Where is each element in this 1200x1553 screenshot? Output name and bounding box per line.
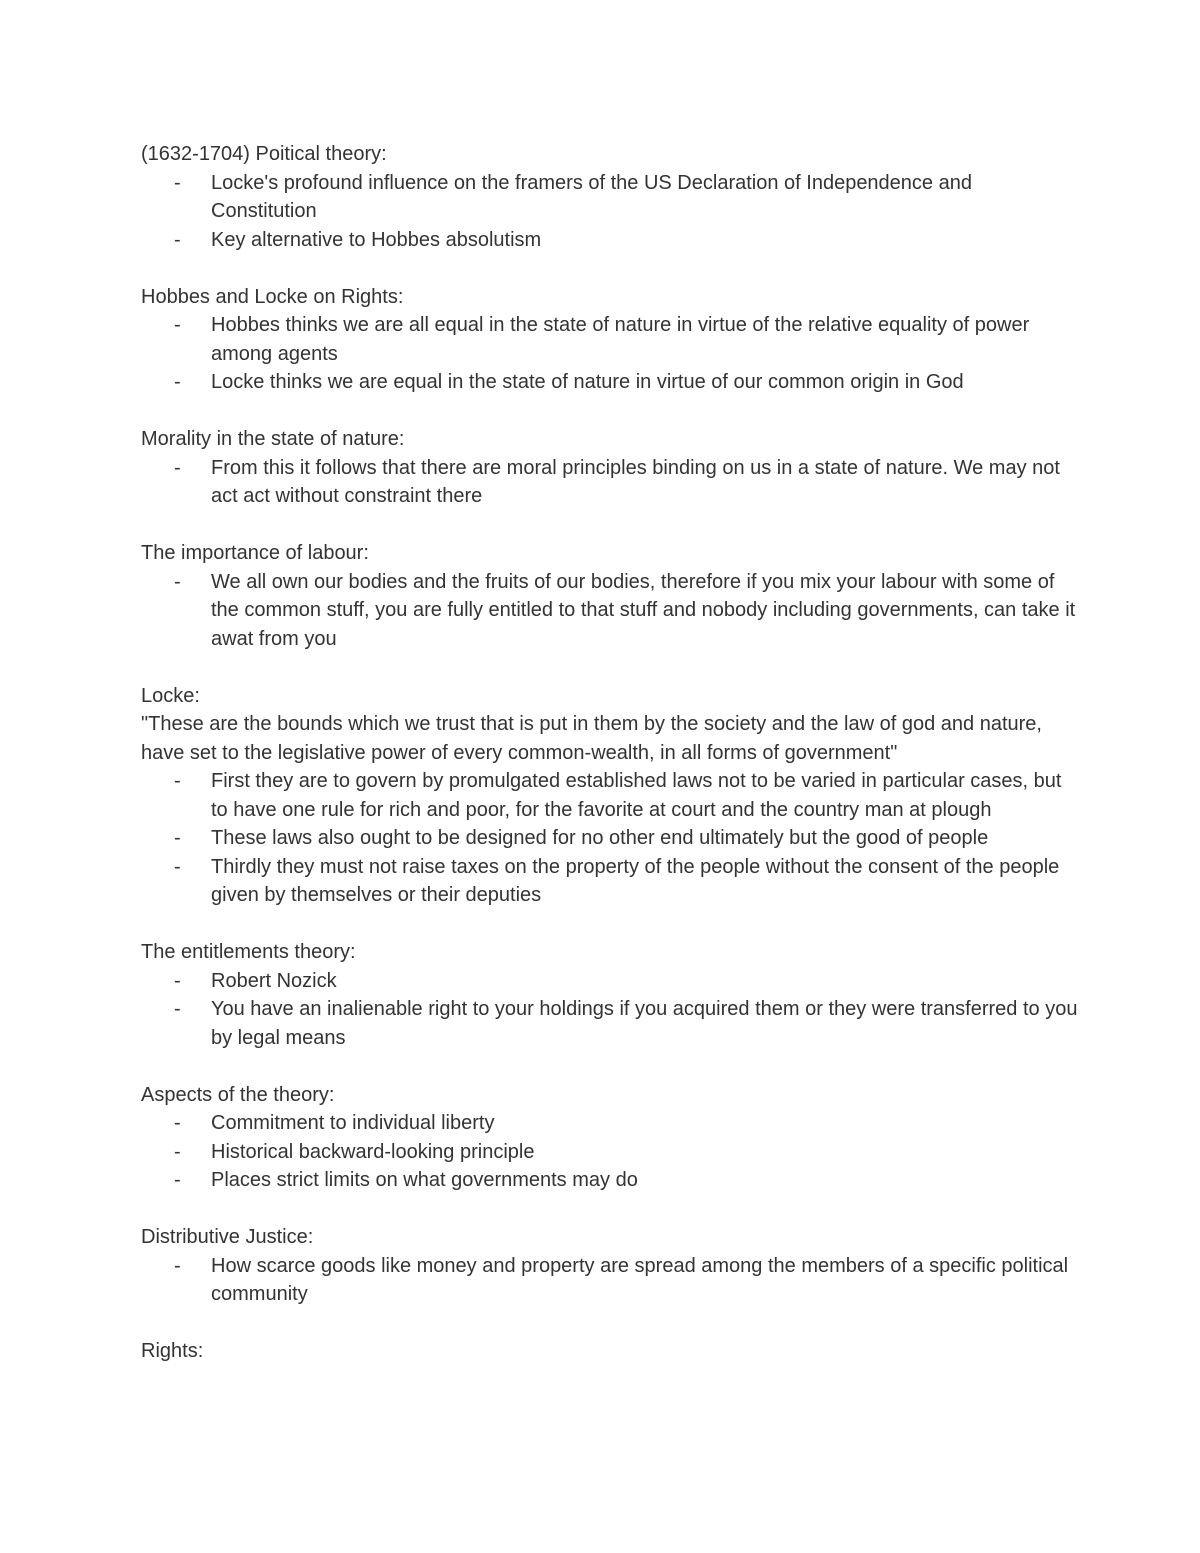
list-item-text: Key alternative to Hobbes absolutism bbox=[211, 228, 542, 251]
list-item bbox=[141, 568, 1081, 654]
section-aspects-of-theory bbox=[141, 1081, 1081, 1195]
list-item-text: We all own our bodies and the fruits of our bodies, therefore if you mix your labour with some of the common stuff, you are fully entitled to that stuff and nobody including governments, can take it awat from you bbox=[211, 570, 1076, 650]
section-entitlements-theory bbox=[141, 938, 1081, 1052]
list-item bbox=[141, 853, 1081, 910]
dash-bullet-icon: - bbox=[174, 371, 181, 393]
list-item-text: Historical backward-looking principle bbox=[211, 1140, 535, 1163]
dash-bullet-icon: - bbox=[174, 1140, 181, 1163]
list-item-text: Locke's profound influence on the framers of the US Declaration of Independence and Constitution bbox=[211, 171, 972, 222]
section-political-theory bbox=[141, 140, 1081, 254]
dash-bullet-icon: - bbox=[174, 855, 181, 878]
document-content bbox=[141, 140, 1081, 1394]
list-item-text: Hobbes thinks we are all equal in the state of nature in virtue of the relative equality of power among agents bbox=[211, 314, 1030, 365]
list-item-text: You have an inalienable right to your holdings if you acquired them or they were transferred to you by legal means bbox=[211, 998, 1078, 1049]
section-heading: Rights: bbox=[141, 1340, 204, 1362]
bullet-list bbox=[141, 568, 1081, 654]
dash-bullet-icon: - bbox=[174, 314, 181, 336]
list-item bbox=[141, 1109, 1081, 1138]
list-item-text: How scarce goods like money and property are spread among the members of a specific political community bbox=[211, 1254, 1069, 1305]
bullet-list bbox=[141, 1252, 1081, 1309]
section-rights bbox=[141, 1337, 1081, 1366]
bullet-list bbox=[141, 169, 1081, 255]
list-item-text: Commitment to individual liberty bbox=[211, 1112, 495, 1134]
list-item-text: From this it follows that there are moral principles binding on us in a state of nature. We may not act act without constraint there bbox=[211, 456, 1060, 507]
section-heading: (1632-1704) Poitical theory: bbox=[141, 143, 387, 165]
list-item bbox=[141, 767, 1081, 824]
dash-bullet-icon: - bbox=[174, 1254, 181, 1277]
bullet-list bbox=[141, 311, 1081, 397]
list-item bbox=[141, 368, 1081, 397]
section-heading: Aspects of the theory: bbox=[141, 1083, 335, 1106]
list-item-text: Places strict limits on what governments may do bbox=[211, 1169, 638, 1191]
section-heading: Morality in the state of nature: bbox=[141, 428, 405, 450]
list-item bbox=[141, 1166, 1081, 1195]
dash-bullet-icon: - bbox=[174, 456, 181, 479]
bullet-list bbox=[141, 454, 1081, 511]
list-item-text: Robert Nozick bbox=[211, 969, 337, 992]
section-hobbes-locke-rights bbox=[141, 283, 1081, 397]
list-item bbox=[141, 454, 1081, 511]
list-item-text: Locke thinks we are equal in the state of nature in virtue of our common origin in God bbox=[211, 371, 964, 393]
section-heading: Distributive Justice: bbox=[141, 1226, 314, 1248]
list-item bbox=[141, 824, 1081, 853]
list-item bbox=[141, 967, 1081, 996]
list-item-text: These laws also ought to be designed for no other end ultimately but the good of people bbox=[211, 827, 989, 849]
bullet-list bbox=[141, 1109, 1081, 1195]
list-item bbox=[141, 226, 1081, 255]
list-item bbox=[141, 311, 1081, 368]
list-item bbox=[141, 995, 1081, 1052]
dash-bullet-icon: - bbox=[174, 827, 181, 849]
section-heading: Hobbes and Locke on Rights: bbox=[141, 285, 404, 308]
dash-bullet-icon: - bbox=[174, 228, 181, 251]
section-heading: The entitlements theory: bbox=[141, 941, 356, 963]
bullet-list bbox=[141, 767, 1081, 910]
dash-bullet-icon: - bbox=[174, 969, 181, 992]
bullet-list bbox=[141, 967, 1081, 1053]
dash-bullet-icon: - bbox=[174, 770, 181, 792]
dash-bullet-icon: - bbox=[174, 171, 181, 194]
dash-bullet-icon: - bbox=[174, 1169, 181, 1191]
list-item bbox=[141, 1138, 1081, 1167]
list-item bbox=[141, 169, 1081, 226]
section-locke-quote bbox=[141, 682, 1081, 910]
list-item-text: Thirdly they must not raise taxes on the property of the people without the consent of the people given by themselves or their deputies bbox=[211, 855, 1060, 906]
dash-bullet-icon: - bbox=[174, 998, 181, 1020]
list-item-text: First they are to govern by promulgated established laws not to be varied in particular cases, but to have one rule for rich and poor, for the favorite at court and the country man at plough bbox=[211, 770, 1062, 821]
section-distributive-justice bbox=[141, 1223, 1081, 1309]
section-morality-state-of-nature bbox=[141, 425, 1081, 511]
section-heading: The importance of labour: bbox=[141, 542, 369, 564]
dash-bullet-icon: - bbox=[174, 1112, 181, 1134]
section-importance-of-labour bbox=[141, 539, 1081, 653]
section-heading: Locke: bbox=[141, 684, 200, 707]
locke-quote: "These are the bounds which we trust that is put in them by the society and the law of god and nature, have set to the legislative power of every common-wealth, in all forms of government" bbox=[141, 713, 1042, 764]
dash-bullet-icon: - bbox=[174, 570, 181, 593]
list-item bbox=[141, 1252, 1081, 1309]
